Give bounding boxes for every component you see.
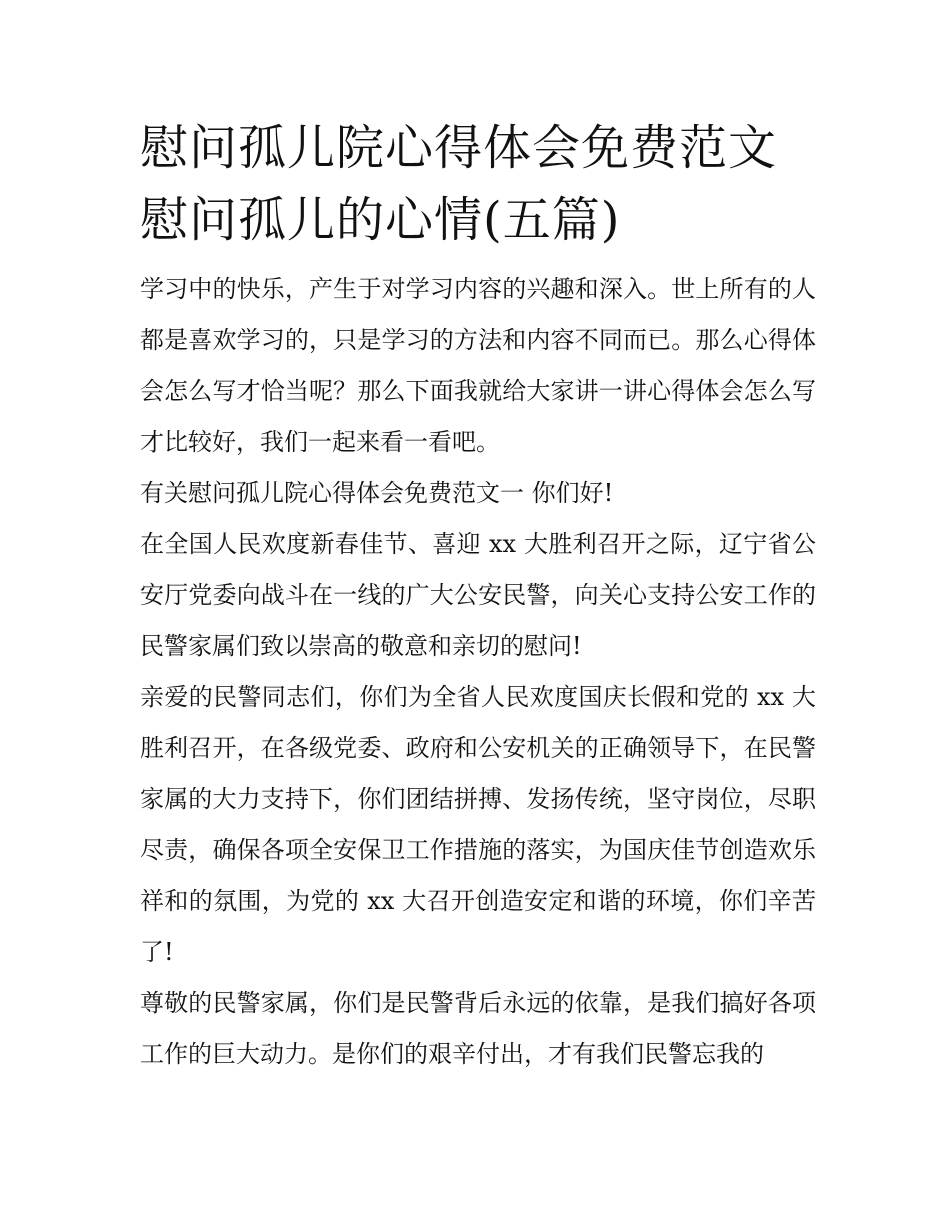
paragraph-intro: 学习中的快乐，产生于对学习内容的兴趣和深入。世上所有的人都是喜欢学习的，只是学习的方法和内容不同而已。那么心得体会怎么写才恰当呢？那么下面我就给大家讲一讲心得体会怎么写才比较好，我们一起来看一看吧。 xyxy=(140,275,816,456)
paragraph-greeting: 在全国人民欢度新春佳节、喜迎 xx 大胜利召开之际，辽宁省公安厅党委向战斗在一线的广大公安民警，向关心支持公安工作的民警家属们致以崇高的敬意和亲切的慰问! xyxy=(140,530,816,660)
paragraph-families: 尊敬的民警家属，你们是民警背后永远的依靠，是我们搞好各项工作的巨大动力。是你们的艰辛付出，才有我们民警忘我的 xyxy=(140,989,816,1068)
paragraph-police: 亲爱的民警同志们，你们为全省人民欢度国庆长假和党的 xx 大胜利召开，在各级党委、政府和公安机关的正确领导下，在民警家属的大力支持下，你们团结拼搏、发扬传统，坚守岗位，尽职尽责，确保各项全安保卫工作措施的落实，为国庆佳节创造欢乐祥和的氛围，为党的 xx 大召开创造安定和谐的环境，你们辛苦了! xyxy=(140,683,816,966)
document-title: 慰问孤儿院心得体会免费范文慰问孤儿的心情(五篇) xyxy=(140,120,778,248)
paragraph-heading-one: 有关慰问孤儿院心得体会免费范文一 你们好! xyxy=(140,479,614,507)
document-page xyxy=(140,112,816,1080)
